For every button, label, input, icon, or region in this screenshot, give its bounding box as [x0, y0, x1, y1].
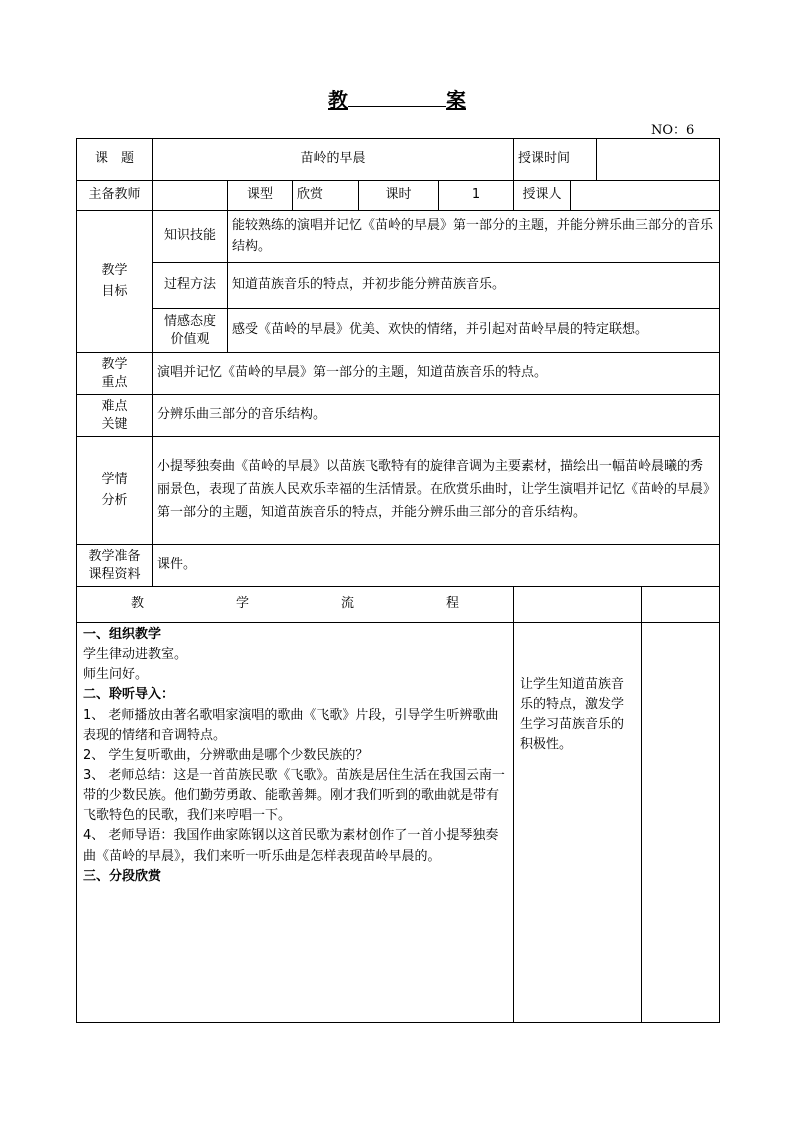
- prep-text: 课件。: [153, 545, 720, 587]
- process-method-text: 知道苗族音乐的特点，并初步能分辨苗族音乐。: [228, 263, 720, 309]
- row-goal-emotion: [77, 309, 720, 353]
- lesson-plan-table: [76, 138, 720, 1023]
- lesson-type-label: 课型: [228, 181, 293, 211]
- difficulty-text: 分辨乐曲三部分的音乐结构。: [153, 395, 720, 437]
- flow-design-note: 让学生知道苗族音乐的特点，激发学生学习苗族音乐的积极性。: [514, 623, 642, 1023]
- flow-paragraph: 3、 老师总结：这是一首苗族民歌《飞歌》。苗族是居住生活在我国云南一带的少数民族。他们勤劳勇敢、能歌善舞。刚才我们听到的歌曲就是带有飞歌特色的民歌，我们来哼唱一下。: [83, 767, 505, 824]
- document-title: [0, 84, 794, 113]
- difficulty-label: 难点 关键: [77, 395, 153, 437]
- flow-paragraph: 4、 老师导语：我国作曲家陈钢以这首民歌为素材创作了一首小提琴独奏曲《苗岭的早晨》，我们来听一听乐曲是怎样表现苗岭早晨的。: [83, 828, 499, 864]
- row-goal-process: [77, 263, 720, 309]
- flow-paragraph: 师生问好。: [83, 667, 149, 683]
- prep-label: 教学准备 课程资料: [77, 545, 153, 587]
- flow-heading: 一、组织教学: [83, 627, 162, 642]
- flow-header-note-col: [514, 587, 642, 623]
- class-time-value: [597, 139, 720, 181]
- flow-header-char: 教: [131, 596, 145, 612]
- flow-paragraph: 1、 老师播放由著名歌唱家演唱的歌曲《飞歌》片段，引导学生听辨歌曲表现的情绪和音调特点。: [83, 707, 499, 743]
- flow-paragraph: 2、 学生复听歌曲，分辨歌曲是哪个少数民族的？: [83, 747, 369, 763]
- row-prep: [77, 545, 720, 587]
- flow-heading: 二、聆听导入：: [83, 687, 175, 703]
- row-flow-header: [77, 587, 720, 623]
- flow-header: [77, 587, 514, 623]
- hours-label: 课时: [359, 181, 439, 211]
- process-method-label: 过程方法: [153, 263, 228, 309]
- title-underline-gap: [348, 104, 446, 107]
- row-key-points: [77, 353, 720, 395]
- title-char-left: 教: [328, 88, 348, 112]
- knowledge-skills-label: 知识技能: [153, 211, 228, 263]
- knowledge-skills-text: 能较熟练的演唱并记忆《苗岭的早晨》第一部分的主题，并能分辨乐曲三部分的音乐结构。: [228, 211, 720, 263]
- lecturer-label: 授课人: [514, 181, 571, 211]
- row-meta: [77, 181, 720, 211]
- key-points-text: 演唱并记忆《苗岭的早晨》第一部分的主题，知道苗族音乐的特点。: [153, 353, 720, 395]
- flow-header-char: 学: [236, 596, 250, 612]
- flow-heading: 三、分段欣赏: [83, 868, 162, 884]
- lead-teacher-label: 主备教师: [77, 181, 153, 211]
- flow-header-char: 程: [446, 596, 460, 612]
- lead-teacher-value: [153, 181, 228, 211]
- row-difficulty: [77, 395, 720, 437]
- lesson-type-value: 欣赏: [293, 181, 359, 211]
- emotion-values-label: 情感态度 价值观: [153, 309, 228, 353]
- title-char-right: 案: [446, 88, 466, 112]
- key-points-label: 教学 重点: [77, 353, 153, 395]
- flow-extra-column: [642, 623, 720, 1023]
- topic-value: 苗岭的早晨: [153, 139, 514, 181]
- analysis-label: 学情 分析: [77, 437, 153, 545]
- flow-content: [77, 623, 514, 1023]
- lecturer-value: [571, 181, 720, 211]
- row-goal-knowledge: [77, 211, 720, 263]
- row-topic: [77, 139, 720, 181]
- hours-value: 1: [439, 181, 514, 211]
- row-analysis: [77, 437, 720, 545]
- flow-header-extra-col: [642, 587, 720, 623]
- topic-label: 课 题: [77, 139, 153, 181]
- goals-label: 教学 目标: [77, 211, 153, 353]
- class-time-label: 授课时间: [514, 139, 597, 181]
- document-number: NO：6: [651, 123, 695, 138]
- emotion-values-text: 感受《苗岭的早晨》优美、欢快的情绪，并引起对苗岭早晨的特定联想。: [228, 309, 720, 353]
- flow-paragraph: 学生律动进教室。: [83, 647, 188, 663]
- analysis-text: 小提琴独奏曲《苗岭的早晨》以苗族飞歌特有的旋律音调为主要素材，描绘出一幅苗岭晨曦的秀丽景色，表现了苗族人民欢乐幸福的生活情景。在欣赏乐曲时，让学生演唱并记忆《苗岭的早晨》第一部分的主题，知道苗族音乐的特点，并能分辨乐曲三部分的音乐结构。: [153, 437, 720, 545]
- flow-header-char: 流: [341, 596, 355, 612]
- row-flow-body: [77, 623, 720, 1023]
